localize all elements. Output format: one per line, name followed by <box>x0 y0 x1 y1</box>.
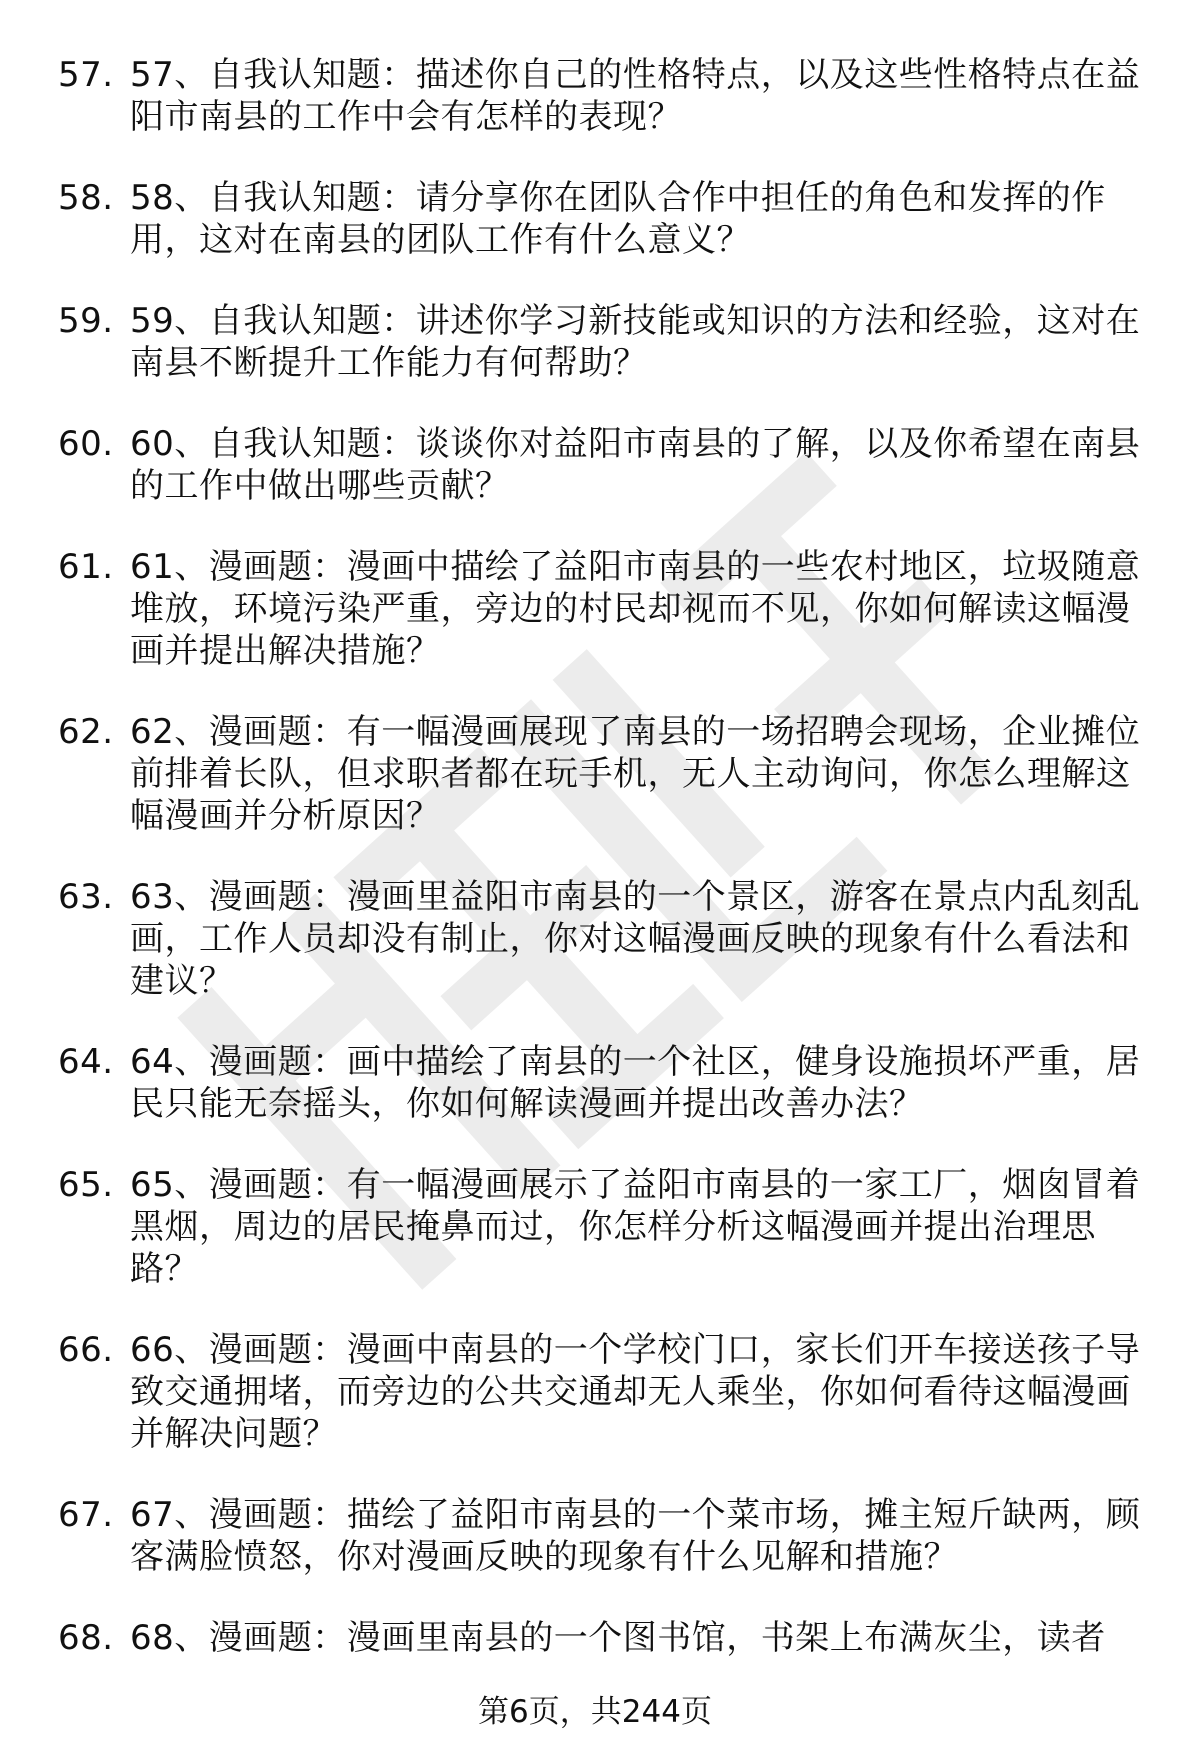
item-text: 57、自我认知题：描述你自己的性格特点，以及这些性格特点在益阳市南县的工作中会有怎样的表现？ <box>130 55 1141 137</box>
list-item <box>58 1617 1153 1659</box>
item-number: 59. <box>58 301 114 341</box>
item-text: 60、自我认知题：谈谈你对益阳市南县的了解，以及你希望在南县的工作中做出哪些贡献？ <box>130 424 1141 506</box>
item-text: 64、漫画题：画中描绘了南县的一个社区，健身设施损坏严重，居民只能无奈摇头，你如何解读漫画并提出改善办法？ <box>130 1042 1141 1124</box>
question-list <box>58 54 1153 1659</box>
list-item <box>58 876 1153 1002</box>
item-text: 68、漫画题：漫画里南县的一个图书馆，书架上布满灰尘，读者 <box>130 1618 1106 1658</box>
list-item <box>58 423 1153 507</box>
list-item <box>58 300 1153 384</box>
item-number: 68. <box>58 1618 114 1658</box>
item-number: 65. <box>58 1165 114 1205</box>
list-item <box>58 54 1153 138</box>
list-item <box>58 1041 1153 1125</box>
item-number: 58. <box>58 178 114 218</box>
list-item <box>58 1329 1153 1455</box>
item-number: 64. <box>58 1042 114 1082</box>
item-number: 67. <box>58 1495 114 1535</box>
item-text: 59、自我认知题：讲述你学习新技能或知识的方法和经验，这对在南县不断提升工作能力有何帮助？ <box>130 301 1141 383</box>
item-text: 67、漫画题：描绘了益阳市南县的一个菜市场，摊主短斤缺两，顾客满脸愤怒，你对漫画反映的现象有什么见解和措施？ <box>130 1495 1141 1577</box>
item-number: 61. <box>58 547 114 587</box>
list-item <box>58 546 1153 672</box>
item-number: 63. <box>58 877 114 917</box>
list-item <box>58 711 1153 837</box>
item-text: 61、漫画题：漫画中描绘了益阳市南县的一些农村地区，垃圾随意堆放，环境污染严重，旁边的村民却视而不见，你如何解读这幅漫画并提出解决措施？ <box>130 547 1141 671</box>
list-item <box>58 177 1153 261</box>
item-text: 66、漫画题：漫画中南县的一个学校门口，家长们开车接送孩子导致交通拥堵，而旁边的公共交通却无人乘坐，你如何看待这幅漫画并解决问题？ <box>130 1330 1141 1454</box>
item-number: 57. <box>58 55 114 95</box>
item-number: 60. <box>58 424 114 464</box>
item-number: 66. <box>58 1330 114 1370</box>
list-item <box>58 1164 1153 1290</box>
item-text: 63、漫画题：漫画里益阳市南县的一个景区，游客在景点内乱刻乱画，工作人员却没有制止，你对这幅漫画反映的现象有什么看法和建议？ <box>130 877 1141 1001</box>
item-text: 65、漫画题：有一幅漫画展示了益阳市南县的一家工厂，烟囱冒着黑烟，周边的居民掩鼻而过，你怎样分析这幅漫画并提出治理思路？ <box>130 1165 1141 1289</box>
item-text: 62、漫画题：有一幅漫画展现了南县的一场招聘会现场，企业摊位前排着长队，但求职者都在玩手机，无人主动询问，你怎么理解这幅漫画并分析原因？ <box>130 712 1141 836</box>
item-text: 58、自我认知题：请分享你在团队合作中担任的角色和发挥的作用，这对在南县的团队工作有什么意义？ <box>130 178 1106 260</box>
list-item <box>58 1494 1153 1578</box>
page-footer: 第6页，共244页 <box>478 1694 712 1730</box>
item-number: 62. <box>58 712 114 752</box>
